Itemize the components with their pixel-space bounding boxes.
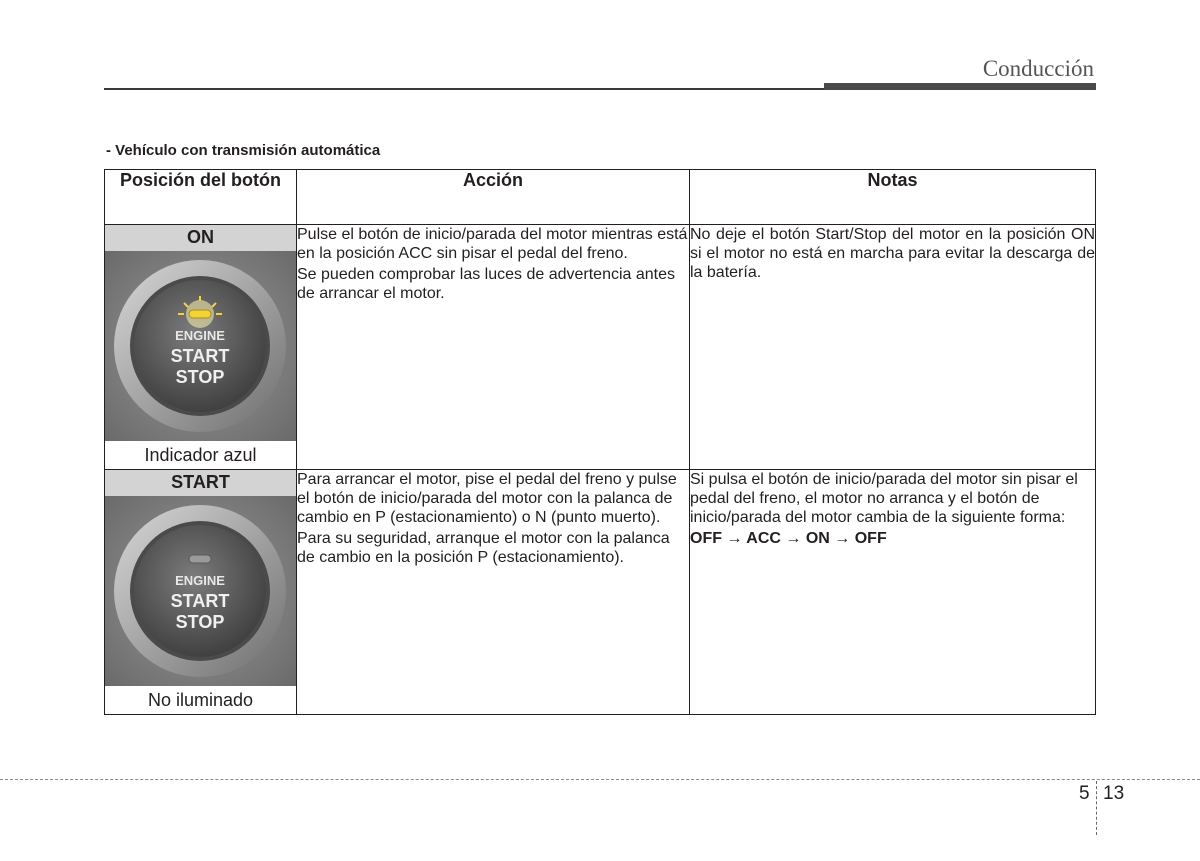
page-header-title: Conducción	[982, 56, 1094, 81]
header-rule	[104, 88, 824, 90]
table-header-row	[105, 170, 1096, 225]
button-text-engine: ENGINE	[175, 573, 225, 588]
action-cell	[297, 470, 690, 715]
position-label: ON	[105, 225, 296, 251]
header-rule-accent	[824, 83, 1096, 90]
state-sequence: OFF → ACC → ON → OFF	[690, 530, 887, 547]
notes-text: Si pulsa el botón de inicio/parada del motor sin pisar el pedal del freno, el motor no arranca y el botón de inicio/parada del motor cambia de la siguiente forma:	[690, 471, 1078, 526]
indicator-caption: Indicador azul	[144, 445, 257, 465]
indicator-off-icon	[189, 555, 211, 563]
table-row	[105, 470, 1096, 715]
action-text: Para su seguridad, arranque el motor con la palanca de cambio en la posición P (estacionamiento).	[297, 530, 670, 566]
button-text-stop: STOP	[175, 367, 225, 387]
button-position-table	[104, 169, 1096, 715]
position-cell	[105, 225, 297, 470]
notes-text: No deje el botón Start/Stop del motor en la posición ON si el motor no está en marcha para evitar la descarga de la batería.	[690, 226, 1095, 281]
button-text-stop: STOP	[175, 612, 225, 632]
column-header-position: Posición del botón	[105, 170, 297, 225]
chapter-number: 5	[1079, 783, 1090, 804]
action-text: Para arrancar el motor, pise el pedal del freno y pulse el botón de inicio/parada del motor con la palanca de cambio en P (estacionamiento) o N (punto muerto).	[297, 471, 677, 526]
column-header-notes: Notas	[690, 170, 1096, 225]
action-text: Pulse el botón de inicio/parada del motor mientras está en la posición ACC sin pisar el pedal del freno.	[297, 226, 688, 262]
indicator-caption: No iluminado	[147, 690, 254, 710]
action-cell	[297, 225, 690, 470]
button-text-start: START	[170, 346, 230, 366]
page-number: 13	[1103, 783, 1125, 804]
section-heading: - Vehículo con transmisión automática	[106, 142, 381, 159]
action-text: Se pueden comprobar las luces de advertencia antes de arrancar el motor.	[297, 266, 676, 302]
engine-start-stop-button-icon	[105, 496, 296, 686]
notes-cell	[690, 225, 1096, 470]
footer-page-divider	[1096, 781, 1097, 835]
position-label: START	[105, 470, 296, 496]
notes-cell	[690, 470, 1096, 715]
footer-divider	[0, 779, 1200, 780]
column-header-action: Acción	[297, 170, 690, 225]
engine-start-stop-button-icon	[105, 251, 296, 441]
position-cell	[105, 470, 297, 715]
button-text-engine: ENGINE	[175, 328, 225, 343]
button-text-start: START	[170, 591, 230, 611]
table-row	[105, 225, 1096, 470]
